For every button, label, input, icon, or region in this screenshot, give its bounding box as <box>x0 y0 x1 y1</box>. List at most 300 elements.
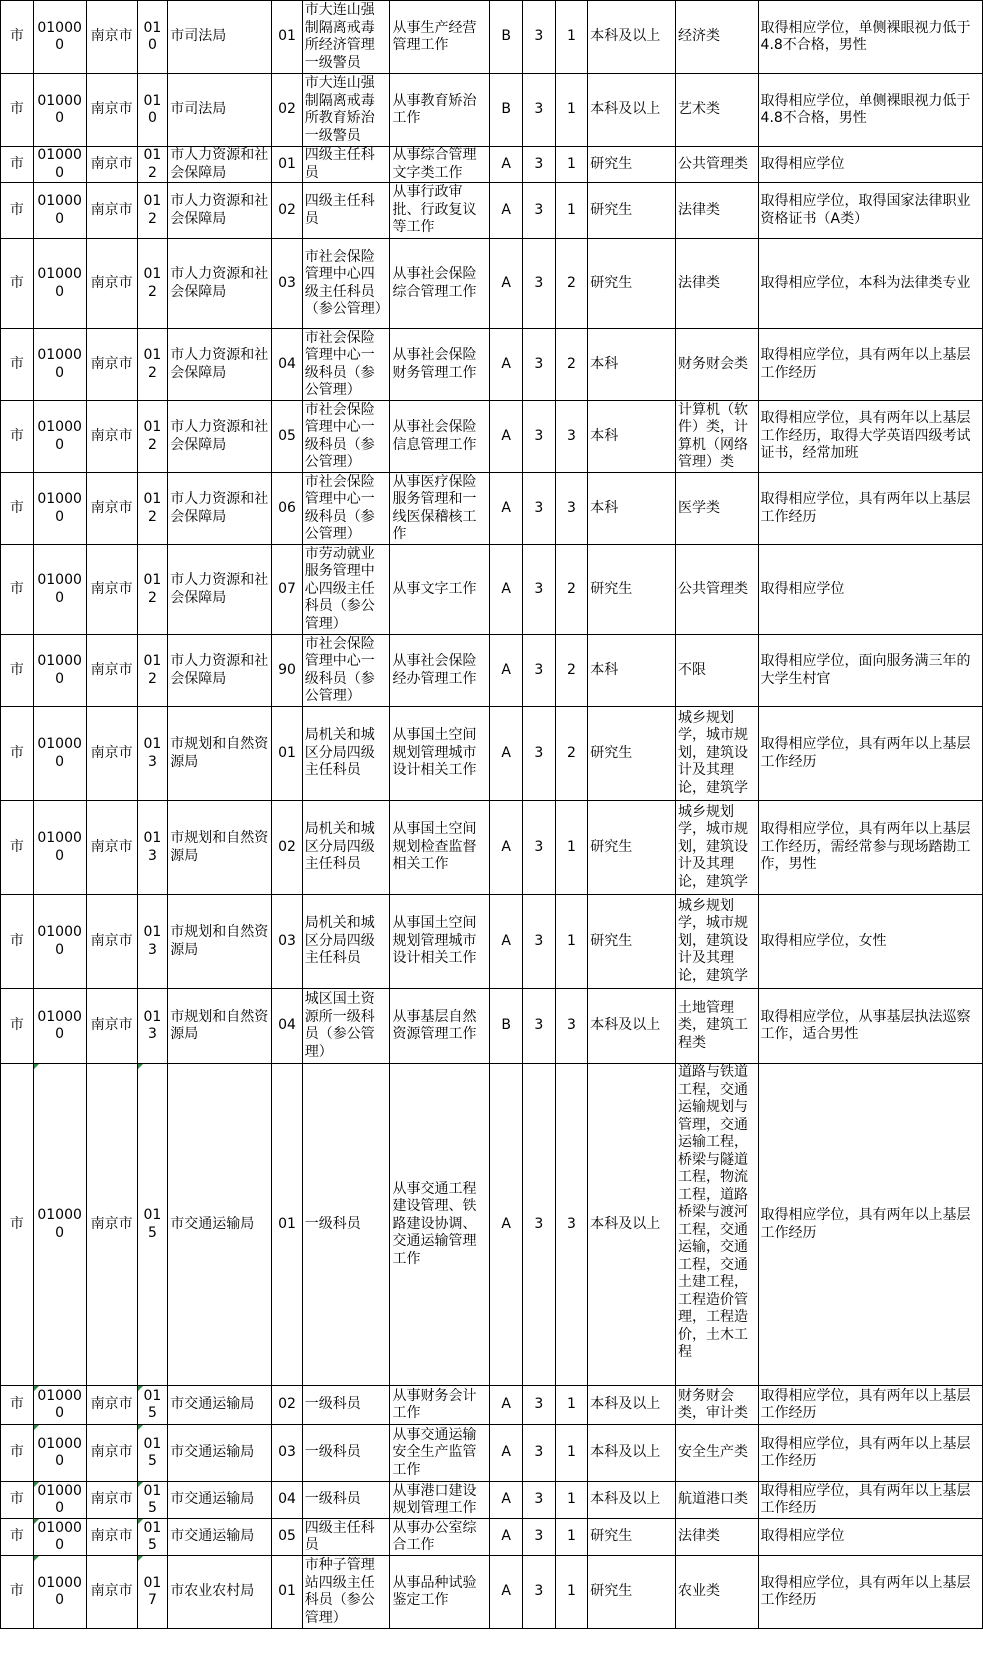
table-row <box>1 329 983 401</box>
dept-code-cell[interactable]: 010000 <box>33 1 86 74</box>
unit-name-cell[interactable]: 市交通运输局 <box>168 1386 272 1425</box>
city-cell[interactable]: 南京市 <box>86 239 137 329</box>
category-cell[interactable]: A <box>490 1556 523 1629</box>
ratio-cell[interactable]: 3 <box>523 147 556 183</box>
position-name-cell[interactable]: 四级主任科员 <box>302 1519 390 1556</box>
table-row <box>1 147 983 183</box>
unit-name-cell[interactable]: 市人力资源和社会保障局 <box>168 473 272 545</box>
requirements-cell[interactable]: 取得相应学位，本科为法律类专业 <box>758 239 982 329</box>
table-row <box>1 1519 983 1556</box>
unit-name-cell[interactable]: 市人力资源和社会保障局 <box>168 545 272 635</box>
job-description-cell[interactable]: 从事财务会计工作 <box>390 1386 490 1425</box>
major-cell[interactable]: 航道港口类 <box>675 1482 758 1519</box>
education-cell[interactable]: 研究生 <box>588 239 676 329</box>
dept-code-cell[interactable]: 010000 <box>33 1556 86 1629</box>
ratio-cell[interactable]: 3 <box>523 1519 556 1556</box>
city-cell[interactable]: 南京市 <box>86 74 137 147</box>
unit-name-cell[interactable]: 市规划和自然资源局 <box>168 801 272 895</box>
city-cell[interactable]: 南京市 <box>86 1425 137 1482</box>
unit-code-cell[interactable]: 015 <box>137 1064 168 1386</box>
headcount-cell[interactable]: 1 <box>555 1482 588 1519</box>
position-code-cell[interactable]: 90 <box>272 635 303 707</box>
city-cell[interactable]: 南京市 <box>86 1064 137 1386</box>
ratio-cell[interactable]: 3 <box>523 1386 556 1425</box>
city-cell[interactable]: 南京市 <box>86 707 137 801</box>
position-code-cell[interactable]: 04 <box>272 989 303 1064</box>
dept-code-cell[interactable]: 010000 <box>33 1386 86 1425</box>
job-description-cell[interactable]: 从事社会保险经办管理工作 <box>390 635 490 707</box>
level-cell[interactable]: 市 <box>1 183 34 239</box>
position-code-cell[interactable]: 03 <box>272 239 303 329</box>
major-cell[interactable]: 法律类 <box>675 239 758 329</box>
job-description-cell[interactable]: 从事综合管理文字类工作 <box>390 147 490 183</box>
headcount-cell[interactable]: 2 <box>555 239 588 329</box>
table-row <box>1 801 983 895</box>
table-row <box>1 1482 983 1519</box>
requirements-cell[interactable]: 取得相应学位，具有两年以上基层工作经历 <box>758 1386 982 1425</box>
unit-name-cell[interactable]: 市人力资源和社会保障局 <box>168 183 272 239</box>
requirements-cell[interactable]: 取得相应学位，从事基层执法巡察工作，适合男性 <box>758 989 982 1064</box>
dept-code-cell[interactable]: 010000 <box>33 1425 86 1482</box>
requirements-cell[interactable]: 取得相应学位，具有两年以上基层工作经历 <box>758 1425 982 1482</box>
education-cell[interactable]: 本科 <box>588 635 676 707</box>
level-cell[interactable]: 市 <box>1 147 34 183</box>
headcount-cell[interactable]: 1 <box>555 1425 588 1482</box>
job-description-cell[interactable]: 从事品种试验鉴定工作 <box>390 1556 490 1629</box>
table-row <box>1 545 983 635</box>
job-description-cell[interactable]: 从事文字工作 <box>390 545 490 635</box>
position-code-cell[interactable]: 05 <box>272 1519 303 1556</box>
category-cell[interactable]: A <box>490 1425 523 1482</box>
table-row <box>1 239 983 329</box>
ratio-cell[interactable]: 3 <box>523 1 556 74</box>
unit-name-cell[interactable]: 市农业农村局 <box>168 1556 272 1629</box>
headcount-cell[interactable]: 1 <box>555 1386 588 1425</box>
table-row <box>1 989 983 1064</box>
unit-name-cell[interactable]: 市交通运输局 <box>168 1482 272 1519</box>
headcount-cell[interactable]: 3 <box>555 989 588 1064</box>
education-cell[interactable]: 本科及以上 <box>588 1386 676 1425</box>
city-cell[interactable]: 南京市 <box>86 401 137 473</box>
unit-code-cell[interactable]: 013 <box>137 801 168 895</box>
city-cell[interactable]: 南京市 <box>86 545 137 635</box>
requirements-cell[interactable]: 取得相应学位，具有两年以上基层工作经历 <box>758 707 982 801</box>
position-name-cell[interactable]: 市社会保险管理中心一级科员（参公管理） <box>302 329 390 401</box>
position-name-cell[interactable]: 市社会保险管理中心四级主任科员（参公管理） <box>302 239 390 329</box>
table-row <box>1 183 983 239</box>
position-code-cell[interactable]: 02 <box>272 74 303 147</box>
dept-code-cell[interactable]: 010000 <box>33 401 86 473</box>
dept-code-cell[interactable]: 010000 <box>33 329 86 401</box>
major-cell[interactable]: 城乡规划学，城市规划，建筑设计及其理论，建筑学 <box>675 707 758 801</box>
position-name-cell[interactable]: 市社会保险管理中心一级科员（参公管理） <box>302 401 390 473</box>
major-cell[interactable]: 安全生产类 <box>675 1425 758 1482</box>
position-code-cell[interactable]: 02 <box>272 1386 303 1425</box>
category-cell[interactable]: A <box>490 801 523 895</box>
ratio-cell[interactable]: 3 <box>523 1482 556 1519</box>
city-cell[interactable]: 南京市 <box>86 1 137 74</box>
category-cell[interactable]: A <box>490 545 523 635</box>
category-cell[interactable]: B <box>490 1 523 74</box>
table-row <box>1 1386 983 1425</box>
table-row <box>1 1556 983 1629</box>
headcount-cell[interactable]: 2 <box>555 635 588 707</box>
ratio-cell[interactable]: 3 <box>523 1425 556 1482</box>
major-cell[interactable]: 不限 <box>675 635 758 707</box>
unit-name-cell[interactable]: 市交通运输局 <box>168 1425 272 1482</box>
requirements-cell[interactable]: 取得相应学位，取得国家法律职业资格证书（A类） <box>758 183 982 239</box>
position-code-cell[interactable]: 05 <box>272 401 303 473</box>
major-cell[interactable]: 农业类 <box>675 1556 758 1629</box>
ratio-cell[interactable]: 3 <box>523 329 556 401</box>
unit-code-cell[interactable]: 013 <box>137 989 168 1064</box>
unit-name-cell[interactable]: 市人力资源和社会保障局 <box>168 329 272 401</box>
unit-name-cell[interactable]: 市人力资源和社会保障局 <box>168 239 272 329</box>
category-cell[interactable]: A <box>490 1519 523 1556</box>
dept-code-cell[interactable]: 010000 <box>33 707 86 801</box>
headcount-cell[interactable]: 3 <box>555 401 588 473</box>
job-description-cell[interactable]: 从事国土空间规划管理城市设计相关工作 <box>390 707 490 801</box>
major-cell[interactable]: 公共管理类 <box>675 545 758 635</box>
job-description-cell[interactable]: 从事教育矫治工作 <box>390 74 490 147</box>
table-row <box>1 1 983 74</box>
position-code-cell[interactable]: 01 <box>272 147 303 183</box>
job-description-cell[interactable]: 从事国土空间规划检查监督相关工作 <box>390 801 490 895</box>
headcount-cell[interactable]: 1 <box>555 1556 588 1629</box>
unit-code-cell[interactable]: 012 <box>137 183 168 239</box>
city-cell[interactable]: 南京市 <box>86 801 137 895</box>
table-row <box>1 895 983 989</box>
dept-code-cell[interactable]: 010000 <box>33 74 86 147</box>
ratio-cell[interactable]: 3 <box>523 401 556 473</box>
table-body <box>1 1 983 1629</box>
education-cell[interactable]: 研究生 <box>588 895 676 989</box>
category-cell[interactable]: A <box>490 239 523 329</box>
job-description-cell[interactable]: 从事办公室综合工作 <box>390 1519 490 1556</box>
education-cell[interactable]: 本科及以上 <box>588 1482 676 1519</box>
job-description-cell[interactable]: 从事社会保险综合管理工作 <box>390 239 490 329</box>
level-cell[interactable]: 市 <box>1 329 34 401</box>
education-cell[interactable]: 本科 <box>588 473 676 545</box>
position-name-cell[interactable]: 一级科员 <box>302 1482 390 1519</box>
position-name-cell[interactable]: 四级主任科员 <box>302 147 390 183</box>
category-cell[interactable]: A <box>490 1064 523 1386</box>
position-name-cell[interactable]: 局机关和城区分局四级主任科员 <box>302 707 390 801</box>
education-cell[interactable]: 本科及以上 <box>588 74 676 147</box>
education-cell[interactable]: 本科及以上 <box>588 1064 676 1386</box>
major-cell[interactable]: 城乡规划学，城市规划，建筑设计及其理论，建筑学 <box>675 801 758 895</box>
job-description-cell[interactable]: 从事医疗保险服务管理和一线医保稽核工作 <box>390 473 490 545</box>
city-cell[interactable]: 南京市 <box>86 895 137 989</box>
city-cell[interactable]: 南京市 <box>86 329 137 401</box>
city-cell[interactable]: 南京市 <box>86 1386 137 1425</box>
position-name-cell[interactable]: 一级科员 <box>302 1386 390 1425</box>
headcount-cell[interactable]: 2 <box>555 329 588 401</box>
category-cell[interactable]: B <box>490 989 523 1064</box>
requirements-cell[interactable]: 取得相应学位，单侧裸眼视力低于4.8不合格，男性 <box>758 74 982 147</box>
position-code-cell[interactable]: 04 <box>272 1482 303 1519</box>
city-cell[interactable]: 南京市 <box>86 1519 137 1556</box>
headcount-cell[interactable]: 2 <box>555 707 588 801</box>
category-cell[interactable]: A <box>490 473 523 545</box>
position-code-cell[interactable]: 07 <box>272 545 303 635</box>
unit-code-cell[interactable]: 015 <box>137 1425 168 1482</box>
city-cell[interactable]: 南京市 <box>86 1556 137 1629</box>
job-description-cell[interactable]: 从事国土空间规划管理城市设计相关工作 <box>390 895 490 989</box>
position-name-cell[interactable]: 市大连山强制隔离戒毒所教育矫治一级警员 <box>302 74 390 147</box>
level-cell[interactable]: 市 <box>1 401 34 473</box>
category-cell[interactable]: B <box>490 74 523 147</box>
table-row <box>1 1425 983 1482</box>
dept-code-cell[interactable]: 010000 <box>33 1482 86 1519</box>
major-cell[interactable]: 经济类 <box>675 1 758 74</box>
requirements-cell[interactable]: 取得相应学位，具有两年以上基层工作经历 <box>758 329 982 401</box>
table-row <box>1 1064 983 1386</box>
table-row <box>1 707 983 801</box>
unit-code-cell[interactable]: 012 <box>137 239 168 329</box>
education-cell[interactable]: 研究生 <box>588 1519 676 1556</box>
unit-name-cell[interactable]: 市规划和自然资源局 <box>168 989 272 1064</box>
dept-code-cell[interactable]: 010000 <box>33 473 86 545</box>
major-cell[interactable]: 医学类 <box>675 473 758 545</box>
requirements-cell[interactable]: 取得相应学位，面向服务满三年的大学生村官 <box>758 635 982 707</box>
requirements-cell[interactable]: 取得相应学位，具有两年以上基层工作经历，取得大学英语四级考试证书，经常加班 <box>758 401 982 473</box>
unit-code-cell[interactable]: 015 <box>137 1386 168 1425</box>
position-code-cell[interactable]: 01 <box>272 1 303 74</box>
level-cell[interactable]: 市 <box>1 989 34 1064</box>
category-cell[interactable]: A <box>490 707 523 801</box>
education-cell[interactable]: 本科及以上 <box>588 1 676 74</box>
headcount-cell[interactable]: 1 <box>555 1519 588 1556</box>
requirements-cell[interactable]: 取得相应学位 <box>758 147 982 183</box>
unit-code-cell[interactable]: 012 <box>137 329 168 401</box>
education-cell[interactable]: 研究生 <box>588 707 676 801</box>
dept-code-cell[interactable]: 010000 <box>33 183 86 239</box>
level-cell[interactable]: 市 <box>1 545 34 635</box>
education-cell[interactable]: 研究生 <box>588 801 676 895</box>
position-name-cell[interactable]: 市社会保险管理中心一级科员（参公管理） <box>302 635 390 707</box>
headcount-cell[interactable]: 1 <box>555 183 588 239</box>
requirements-cell[interactable]: 取得相应学位，具有两年以上基层工作经历 <box>758 473 982 545</box>
ratio-cell[interactable]: 3 <box>523 1064 556 1386</box>
level-cell[interactable]: 市 <box>1 1556 34 1629</box>
major-cell[interactable]: 土地管理类，建筑工程类 <box>675 989 758 1064</box>
dept-code-cell[interactable]: 010000 <box>33 801 86 895</box>
level-cell[interactable]: 市 <box>1 1482 34 1519</box>
position-name-cell[interactable]: 四级主任科员 <box>302 183 390 239</box>
education-cell[interactable]: 研究生 <box>588 545 676 635</box>
education-cell[interactable]: 本科及以上 <box>588 1425 676 1482</box>
level-cell[interactable]: 市 <box>1 1519 34 1556</box>
unit-name-cell[interactable]: 市人力资源和社会保障局 <box>168 635 272 707</box>
unit-code-cell[interactable]: 012 <box>137 147 168 183</box>
education-cell[interactable]: 研究生 <box>588 1556 676 1629</box>
category-cell[interactable]: A <box>490 895 523 989</box>
dept-code-cell[interactable]: 010000 <box>33 989 86 1064</box>
dept-code-cell[interactable]: 010000 <box>33 1064 86 1386</box>
requirements-cell[interactable]: 取得相应学位，女性 <box>758 895 982 989</box>
position-code-cell[interactable]: 01 <box>272 707 303 801</box>
position-name-cell[interactable]: 一级科员 <box>302 1425 390 1482</box>
category-cell[interactable]: A <box>490 1482 523 1519</box>
unit-name-cell[interactable]: 市规划和自然资源局 <box>168 707 272 801</box>
ratio-cell[interactable]: 3 <box>523 635 556 707</box>
ratio-cell[interactable]: 3 <box>523 183 556 239</box>
education-cell[interactable]: 本科及以上 <box>588 989 676 1064</box>
position-name-cell[interactable]: 一级科员 <box>302 1064 390 1386</box>
level-cell[interactable]: 市 <box>1 473 34 545</box>
level-cell[interactable]: 市 <box>1 707 34 801</box>
major-cell[interactable]: 法律类 <box>675 183 758 239</box>
unit-code-cell[interactable]: 015 <box>137 1482 168 1519</box>
level-cell[interactable]: 市 <box>1 1425 34 1482</box>
unit-code-cell[interactable]: 012 <box>137 473 168 545</box>
requirements-cell[interactable]: 取得相应学位，具有两年以上基层工作经历 <box>758 1482 982 1519</box>
ratio-cell[interactable]: 3 <box>523 473 556 545</box>
unit-code-cell[interactable]: 012 <box>137 545 168 635</box>
ratio-cell[interactable]: 3 <box>523 239 556 329</box>
ratio-cell[interactable]: 3 <box>523 801 556 895</box>
headcount-cell[interactable]: 3 <box>555 1064 588 1386</box>
position-code-cell[interactable]: 01 <box>272 1556 303 1629</box>
requirements-cell[interactable]: 取得相应学位 <box>758 545 982 635</box>
position-code-cell[interactable]: 03 <box>272 1425 303 1482</box>
job-description-cell[interactable]: 从事交通运输安全生产监管工作 <box>390 1425 490 1482</box>
ratio-cell[interactable]: 3 <box>523 895 556 989</box>
headcount-cell[interactable]: 3 <box>555 473 588 545</box>
level-cell[interactable]: 市 <box>1 1386 34 1425</box>
job-description-cell[interactable]: 从事行政审批、行政复议等工作 <box>390 183 490 239</box>
job-description-cell[interactable]: 从事生产经营管理工作 <box>390 1 490 74</box>
level-cell[interactable]: 市 <box>1 1 34 74</box>
major-cell[interactable]: 公共管理类 <box>675 147 758 183</box>
table-row <box>1 401 983 473</box>
unit-name-cell[interactable]: 市司法局 <box>168 1 272 74</box>
unit-code-cell[interactable]: 015 <box>137 1519 168 1556</box>
dept-code-cell[interactable]: 010000 <box>33 1519 86 1556</box>
unit-code-cell[interactable]: 012 <box>137 635 168 707</box>
dept-code-cell[interactable]: 010000 <box>33 895 86 989</box>
position-name-cell[interactable]: 局机关和城区分局四级主任科员 <box>302 895 390 989</box>
major-cell[interactable]: 城乡规划学，城市规划，建筑设计及其理论，建筑学 <box>675 895 758 989</box>
city-cell[interactable]: 南京市 <box>86 473 137 545</box>
city-cell[interactable]: 南京市 <box>86 989 137 1064</box>
position-name-cell[interactable]: 市种子管理站四级主任科员（参公管理） <box>302 1556 390 1629</box>
job-description-cell[interactable]: 从事交通工程建设管理、铁路建设协调、交通运输管理工作 <box>390 1064 490 1386</box>
position-code-cell[interactable]: 02 <box>272 183 303 239</box>
category-cell[interactable]: A <box>490 183 523 239</box>
position-name-cell[interactable]: 市大连山强制隔离戒毒所经济管理一级警员 <box>302 1 390 74</box>
requirements-cell[interactable]: 取得相应学位 <box>758 1519 982 1556</box>
unit-code-cell[interactable]: 013 <box>137 707 168 801</box>
education-cell[interactable]: 本科 <box>588 401 676 473</box>
position-name-cell[interactable]: 市劳动就业服务管理中心四级主任科员（参公管理） <box>302 545 390 635</box>
table-row <box>1 74 983 147</box>
dept-code-cell[interactable]: 010000 <box>33 239 86 329</box>
major-cell[interactable]: 道路与铁道工程，交通运输规划与管理，交通运输工程，桥梁与隧道工程，物流工程，道路桥梁与渡河工程，交通运输，交通工程，交通土建工程，工程造价管理，工程造价，土木工程 <box>675 1064 758 1386</box>
requirements-cell[interactable]: 取得相应学位，具有两年以上基层工作经历，需经常参与现场踏勘工作，男性 <box>758 801 982 895</box>
unit-code-cell[interactable]: 013 <box>137 895 168 989</box>
unit-name-cell[interactable]: 市规划和自然资源局 <box>168 895 272 989</box>
city-cell[interactable]: 南京市 <box>86 183 137 239</box>
headcount-cell[interactable]: 2 <box>555 545 588 635</box>
level-cell[interactable]: 市 <box>1 895 34 989</box>
level-cell[interactable]: 市 <box>1 74 34 147</box>
education-cell[interactable]: 本科 <box>588 329 676 401</box>
position-code-cell[interactable]: 03 <box>272 895 303 989</box>
level-cell[interactable]: 市 <box>1 801 34 895</box>
job-description-cell[interactable]: 从事社会保险信息管理工作 <box>390 401 490 473</box>
city-cell[interactable]: 南京市 <box>86 147 137 183</box>
major-cell[interactable]: 艺术类 <box>675 74 758 147</box>
category-cell[interactable]: A <box>490 329 523 401</box>
headcount-cell[interactable]: 1 <box>555 895 588 989</box>
requirements-cell[interactable]: 取得相应学位，具有两年以上基层工作经历 <box>758 1556 982 1629</box>
dept-code-cell[interactable]: 010000 <box>33 147 86 183</box>
position-name-cell[interactable]: 市社会保险管理中心一级科员（参公管理） <box>302 473 390 545</box>
unit-name-cell[interactable]: 市人力资源和社会保障局 <box>168 147 272 183</box>
dept-code-cell[interactable]: 010000 <box>33 635 86 707</box>
major-cell[interactable]: 财务财会类，审计类 <box>675 1386 758 1425</box>
unit-name-cell[interactable]: 市司法局 <box>168 74 272 147</box>
ratio-cell[interactable]: 3 <box>523 707 556 801</box>
position-code-cell[interactable]: 04 <box>272 329 303 401</box>
level-cell[interactable]: 市 <box>1 1064 34 1386</box>
unit-name-cell[interactable]: 市交通运输局 <box>168 1064 272 1386</box>
level-cell[interactable]: 市 <box>1 635 34 707</box>
major-cell[interactable]: 财务财会类 <box>675 329 758 401</box>
job-description-cell[interactable]: 从事基层自然资源管理工作 <box>390 989 490 1064</box>
education-cell[interactable]: 研究生 <box>588 183 676 239</box>
level-cell[interactable]: 市 <box>1 239 34 329</box>
position-name-cell[interactable]: 局机关和城区分局四级主任科员 <box>302 801 390 895</box>
ratio-cell[interactable]: 3 <box>523 74 556 147</box>
category-cell[interactable]: A <box>490 1386 523 1425</box>
major-cell[interactable]: 计算机（软件）类，计算机（网络管理）类 <box>675 401 758 473</box>
table-row <box>1 635 983 707</box>
category-cell[interactable]: A <box>490 147 523 183</box>
unit-code-cell[interactable]: 017 <box>137 1556 168 1629</box>
unit-name-cell[interactable]: 市交通运输局 <box>168 1519 272 1556</box>
category-cell[interactable]: A <box>490 401 523 473</box>
headcount-cell[interactable]: 1 <box>555 801 588 895</box>
headcount-cell[interactable]: 1 <box>555 147 588 183</box>
city-cell[interactable]: 南京市 <box>86 635 137 707</box>
city-cell[interactable]: 南京市 <box>86 1482 137 1519</box>
unit-code-cell[interactable]: 010 <box>137 74 168 147</box>
ratio-cell[interactable]: 3 <box>523 989 556 1064</box>
headcount-cell[interactable]: 1 <box>555 1 588 74</box>
job-description-cell[interactable]: 从事港口建设规划管理工作 <box>390 1482 490 1519</box>
headcount-cell[interactable]: 1 <box>555 74 588 147</box>
unit-code-cell[interactable]: 010 <box>137 1 168 74</box>
education-cell[interactable]: 研究生 <box>588 147 676 183</box>
requirements-cell[interactable]: 取得相应学位，单侧裸眼视力低于4.8不合格，男性 <box>758 1 982 74</box>
ratio-cell[interactable]: 3 <box>523 1556 556 1629</box>
job-description-cell[interactable]: 从事社会保险财务管理工作 <box>390 329 490 401</box>
position-code-cell[interactable]: 02 <box>272 801 303 895</box>
dept-code-cell[interactable]: 010000 <box>33 545 86 635</box>
category-cell[interactable]: A <box>490 635 523 707</box>
position-code-cell[interactable]: 01 <box>272 1064 303 1386</box>
unit-name-cell[interactable]: 市人力资源和社会保障局 <box>168 401 272 473</box>
requirements-cell[interactable]: 取得相应学位，具有两年以上基层工作经历 <box>758 1064 982 1386</box>
ratio-cell[interactable]: 3 <box>523 545 556 635</box>
position-code-cell[interactable]: 06 <box>272 473 303 545</box>
major-cell[interactable]: 法律类 <box>675 1519 758 1556</box>
unit-code-cell[interactable]: 012 <box>137 401 168 473</box>
position-name-cell[interactable]: 城区国土资源所一级科员（参公管理） <box>302 989 390 1064</box>
